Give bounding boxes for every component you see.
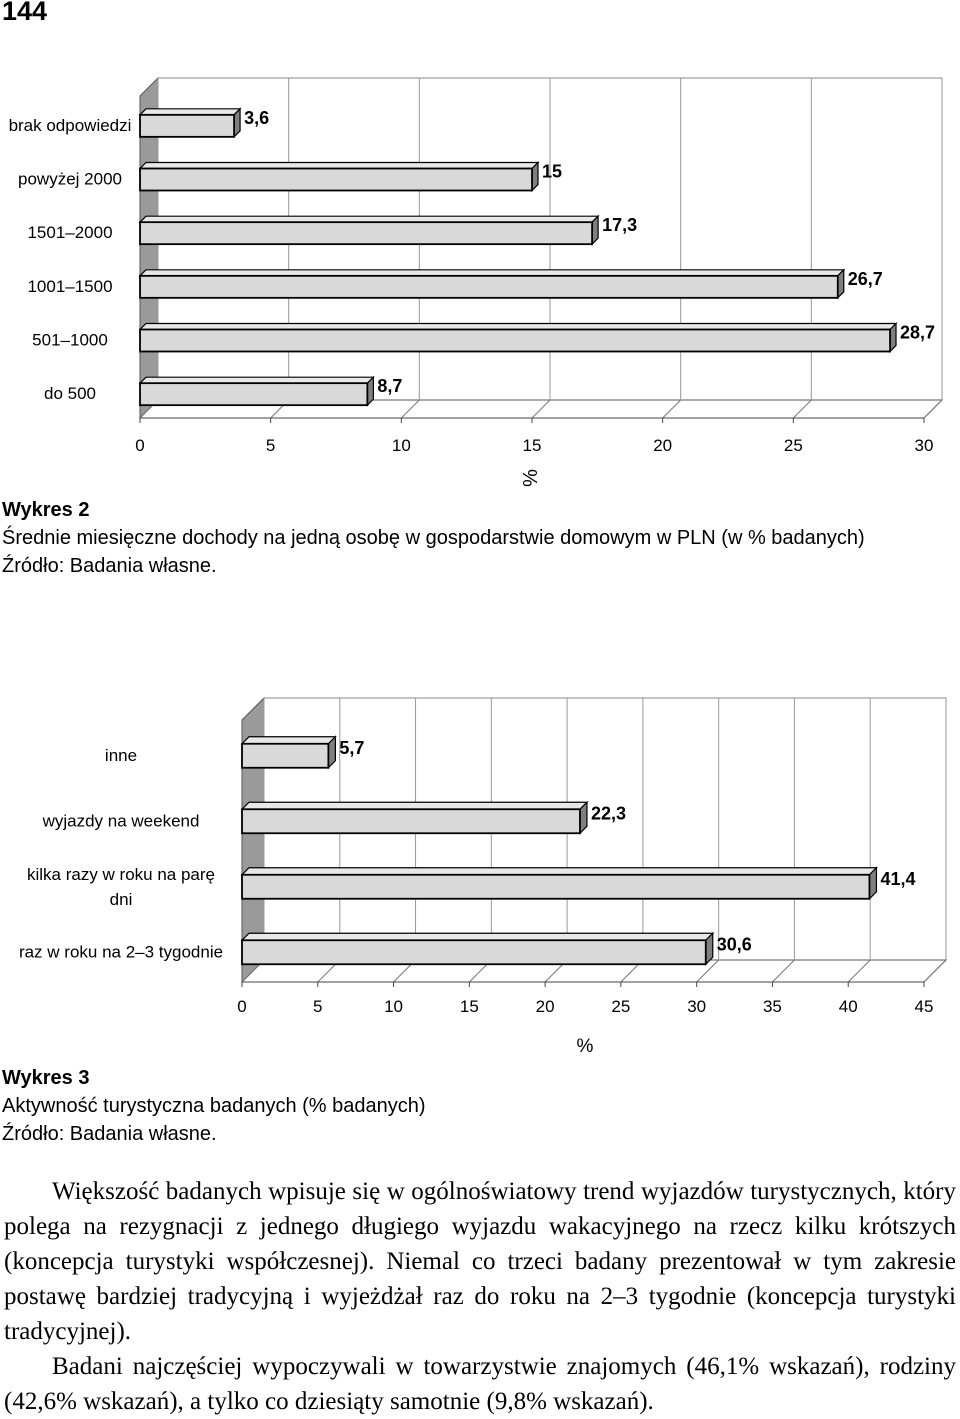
category-label: powyżej 2000 [18,169,122,189]
bar [140,330,890,352]
bar [242,875,869,899]
bar-top [242,802,587,809]
x-tick-label: 10 [391,436,411,455]
x-axis-title: % [520,469,542,487]
figure-source: Źródło: Badania własne. [2,555,217,577]
category-label: 1501–2000 [27,223,113,243]
figure-title: Średnie miesięczne dochody na jedną osobę w gospodarstwie domowym w PLN (w % badanych) [2,527,865,549]
x-tick-label: 15 [459,997,479,1016]
data-label: 41,4 [880,868,916,889]
x-tick-label: 40 [838,997,858,1016]
bar [242,809,580,833]
tourism-activity-bar-chart [0,650,960,1060]
category-label: kilka razy w roku na parę [26,864,216,884]
x-tick-label: 5 [265,436,276,455]
x-tick-label: 35 [762,997,782,1016]
category-label: 1001–1500 [27,276,113,296]
category-label: 501–1000 [32,330,108,350]
x-tick-label: 20 [535,997,555,1016]
bar [140,276,838,298]
page-number: 144 [2,0,48,26]
data-label: 22,3 [590,803,627,824]
figure-label: Wykres 3 [2,1067,90,1089]
data-label: 17,3 [602,215,638,236]
figure-caption-3 [2,1064,702,1148]
bar-top [140,109,240,115]
bar [140,115,234,137]
data-label: 26,7 [847,268,883,289]
x-tick-label: 10 [384,997,404,1016]
bar [140,222,592,244]
bar [242,744,328,768]
paragraph: Większość badanych wpisuje się w ogólnoświatowy trend wyjazdów turystycznych, który polega na rezygnacji z jednego długiego wyjazdu wakacyjnego na rzecz kilku krótszych (koncepcja turystyki współczesnej). Niemal co trzeci badany prezentował w tym zakresie postawę bardziej tradycyjną i wyjeżdżał raz do roku na 2–3 tygodnie (koncepcja turystyki tradycyjnej). [4,1178,956,1345]
bar [140,383,367,405]
x-tick-label: 15 [522,436,542,455]
paragraph: Badani najczęściej wypoczywali w towarzystwie znajomych (46,1% wskazań), rodziny (42,6% wskazań), a tylko co dziesiąty samotnie (9,8% wskazań). [4,1353,956,1415]
data-label: 28,7 [900,322,936,343]
data-label: 30,6 [716,934,752,955]
data-label: 3,6 [244,107,270,128]
x-tick-label: 30 [687,997,707,1016]
x-tick-label: 25 [611,997,631,1016]
figure-source: Źródło: Badania własne. [2,1123,217,1145]
income-bar-chart [0,0,960,500]
figure-label: Wykres 2 [2,499,90,521]
data-label: 8,7 [377,376,403,397]
category-label: wyjazdy na weekend [42,811,200,831]
x-tick-label: 45 [914,997,934,1016]
figure-caption-2 [2,496,958,580]
bar-top [242,737,335,744]
x-tick-label: 0 [237,997,247,1016]
bar [140,169,532,191]
x-tick-label: 25 [783,436,803,455]
category-label: dni [109,889,133,909]
data-label: 5,7 [339,737,365,758]
x-tick-label: 20 [653,436,673,455]
bar-top [242,868,876,875]
x-tick-label: 5 [313,997,323,1016]
category-label: brak odpowiedzi [8,115,132,135]
bar [242,940,706,964]
x-tick-label: 30 [914,436,934,455]
x-tick-label: 0 [135,436,145,455]
category-label: raz w roku na 2–3 tygodnie [18,942,224,962]
bar-top [242,933,713,940]
body-text [4,1174,956,1419]
category-label: inne [104,745,138,765]
category-label: do 500 [44,384,96,404]
x-axis-title: % [576,1036,594,1057]
data-label: 15 [542,161,563,182]
figure-title: Aktywność turystyczna badanych (% badanych) [2,1095,426,1117]
